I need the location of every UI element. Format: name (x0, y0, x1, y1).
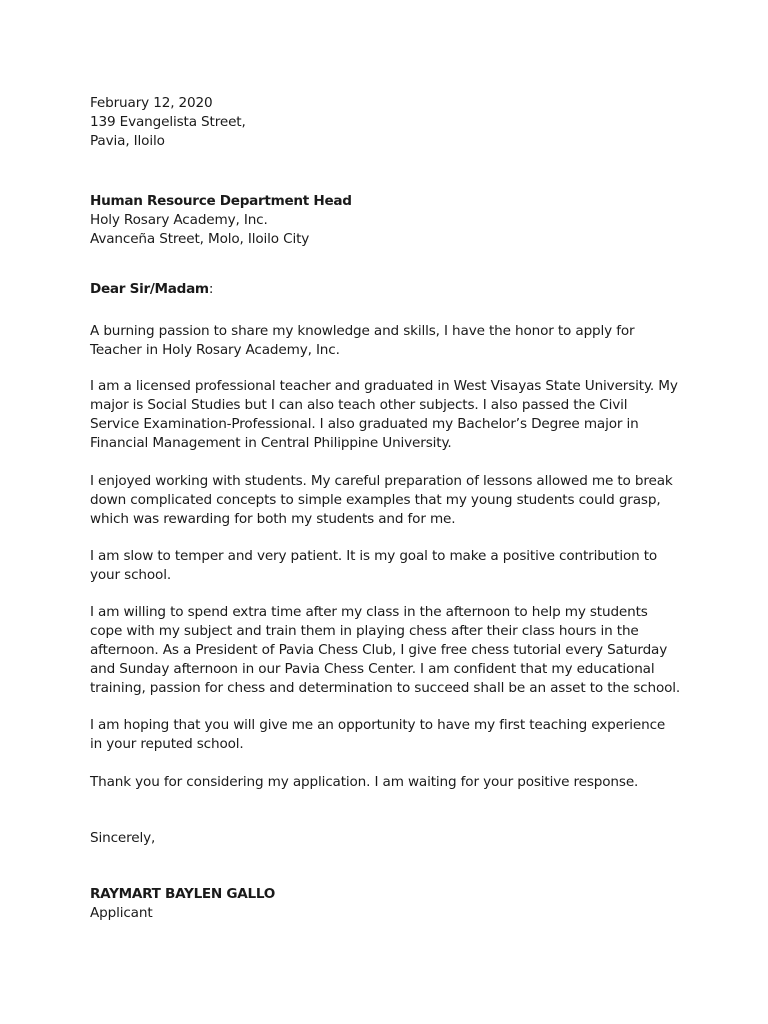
body-line: and Sunday afternoon in our Pavia Chess Center. I am confident that my educational (90, 661, 655, 677)
body-line: Teacher in Holy Rosary Academy, Inc. (90, 342, 340, 358)
body-line: Service Examination-Professional. I also graduated my Bachelor’s Degree major in (90, 416, 639, 432)
body-line: which was rewarding for both my students and for me. (90, 511, 456, 527)
body-line: your school. (90, 567, 171, 583)
body-line: Thank you for considering my application. I am waiting for your positive response. (90, 774, 639, 790)
body-line: I enjoyed working with students. My careful preparation of lessons allowed me to break (90, 473, 673, 489)
salutation (90, 280, 213, 299)
body-line: afternoon. As a President of Pavia Chess Club, I give free chess tutorial every Saturday (90, 642, 668, 658)
salutation-colon: : (208, 281, 214, 297)
body-line: A burning passion to share my knowledge and skills, I have the honor to apply for (90, 323, 635, 339)
salutation-text: Dear Sir/Madam (90, 281, 209, 297)
body-line: down complicated concepts to simple examples that my young students could grasp, (90, 492, 661, 508)
body-line: I am slow to temper and very patient. It is my goal to make a positive contribution to (90, 548, 658, 564)
closing: Sincerely, (90, 830, 156, 846)
body-line: cope with my subject and train them in playing chess after their class hours in the (90, 623, 639, 639)
body-line: I am willing to spend extra time after my class in the afternoon to help my students (90, 604, 648, 620)
recipient-title: Human Resource Department Head (90, 193, 352, 209)
body-line: major is Social Studies but I can also teach other subjects. I also passed the Civil (90, 397, 628, 413)
sender-address-line: 139 Evangelista Street, (90, 114, 246, 130)
body-line: Financial Management in Central Philippine University. (90, 435, 452, 451)
recipient-line: Holy Rosary Academy, Inc. (90, 212, 268, 228)
recipient-line: Avanceña Street, Molo, Iloilo City (90, 231, 310, 247)
body-line: I am a licensed professional teacher and graduated in West Visayas State University. My (90, 378, 678, 394)
body-line: I am hoping that you will give me an opportunity to have my first teaching experience (90, 717, 666, 733)
sender-address-line: Pavia, Iloilo (90, 133, 165, 149)
body-line: in your reputed school. (90, 736, 244, 752)
signature-name: RAYMART BAYLEN GALLO (90, 886, 275, 902)
body-line: training, passion for chess and determination to succeed shall be an asset to the school. (90, 680, 681, 696)
signature-role: Applicant (90, 905, 153, 921)
letter-date: February 12, 2020 (90, 95, 213, 111)
